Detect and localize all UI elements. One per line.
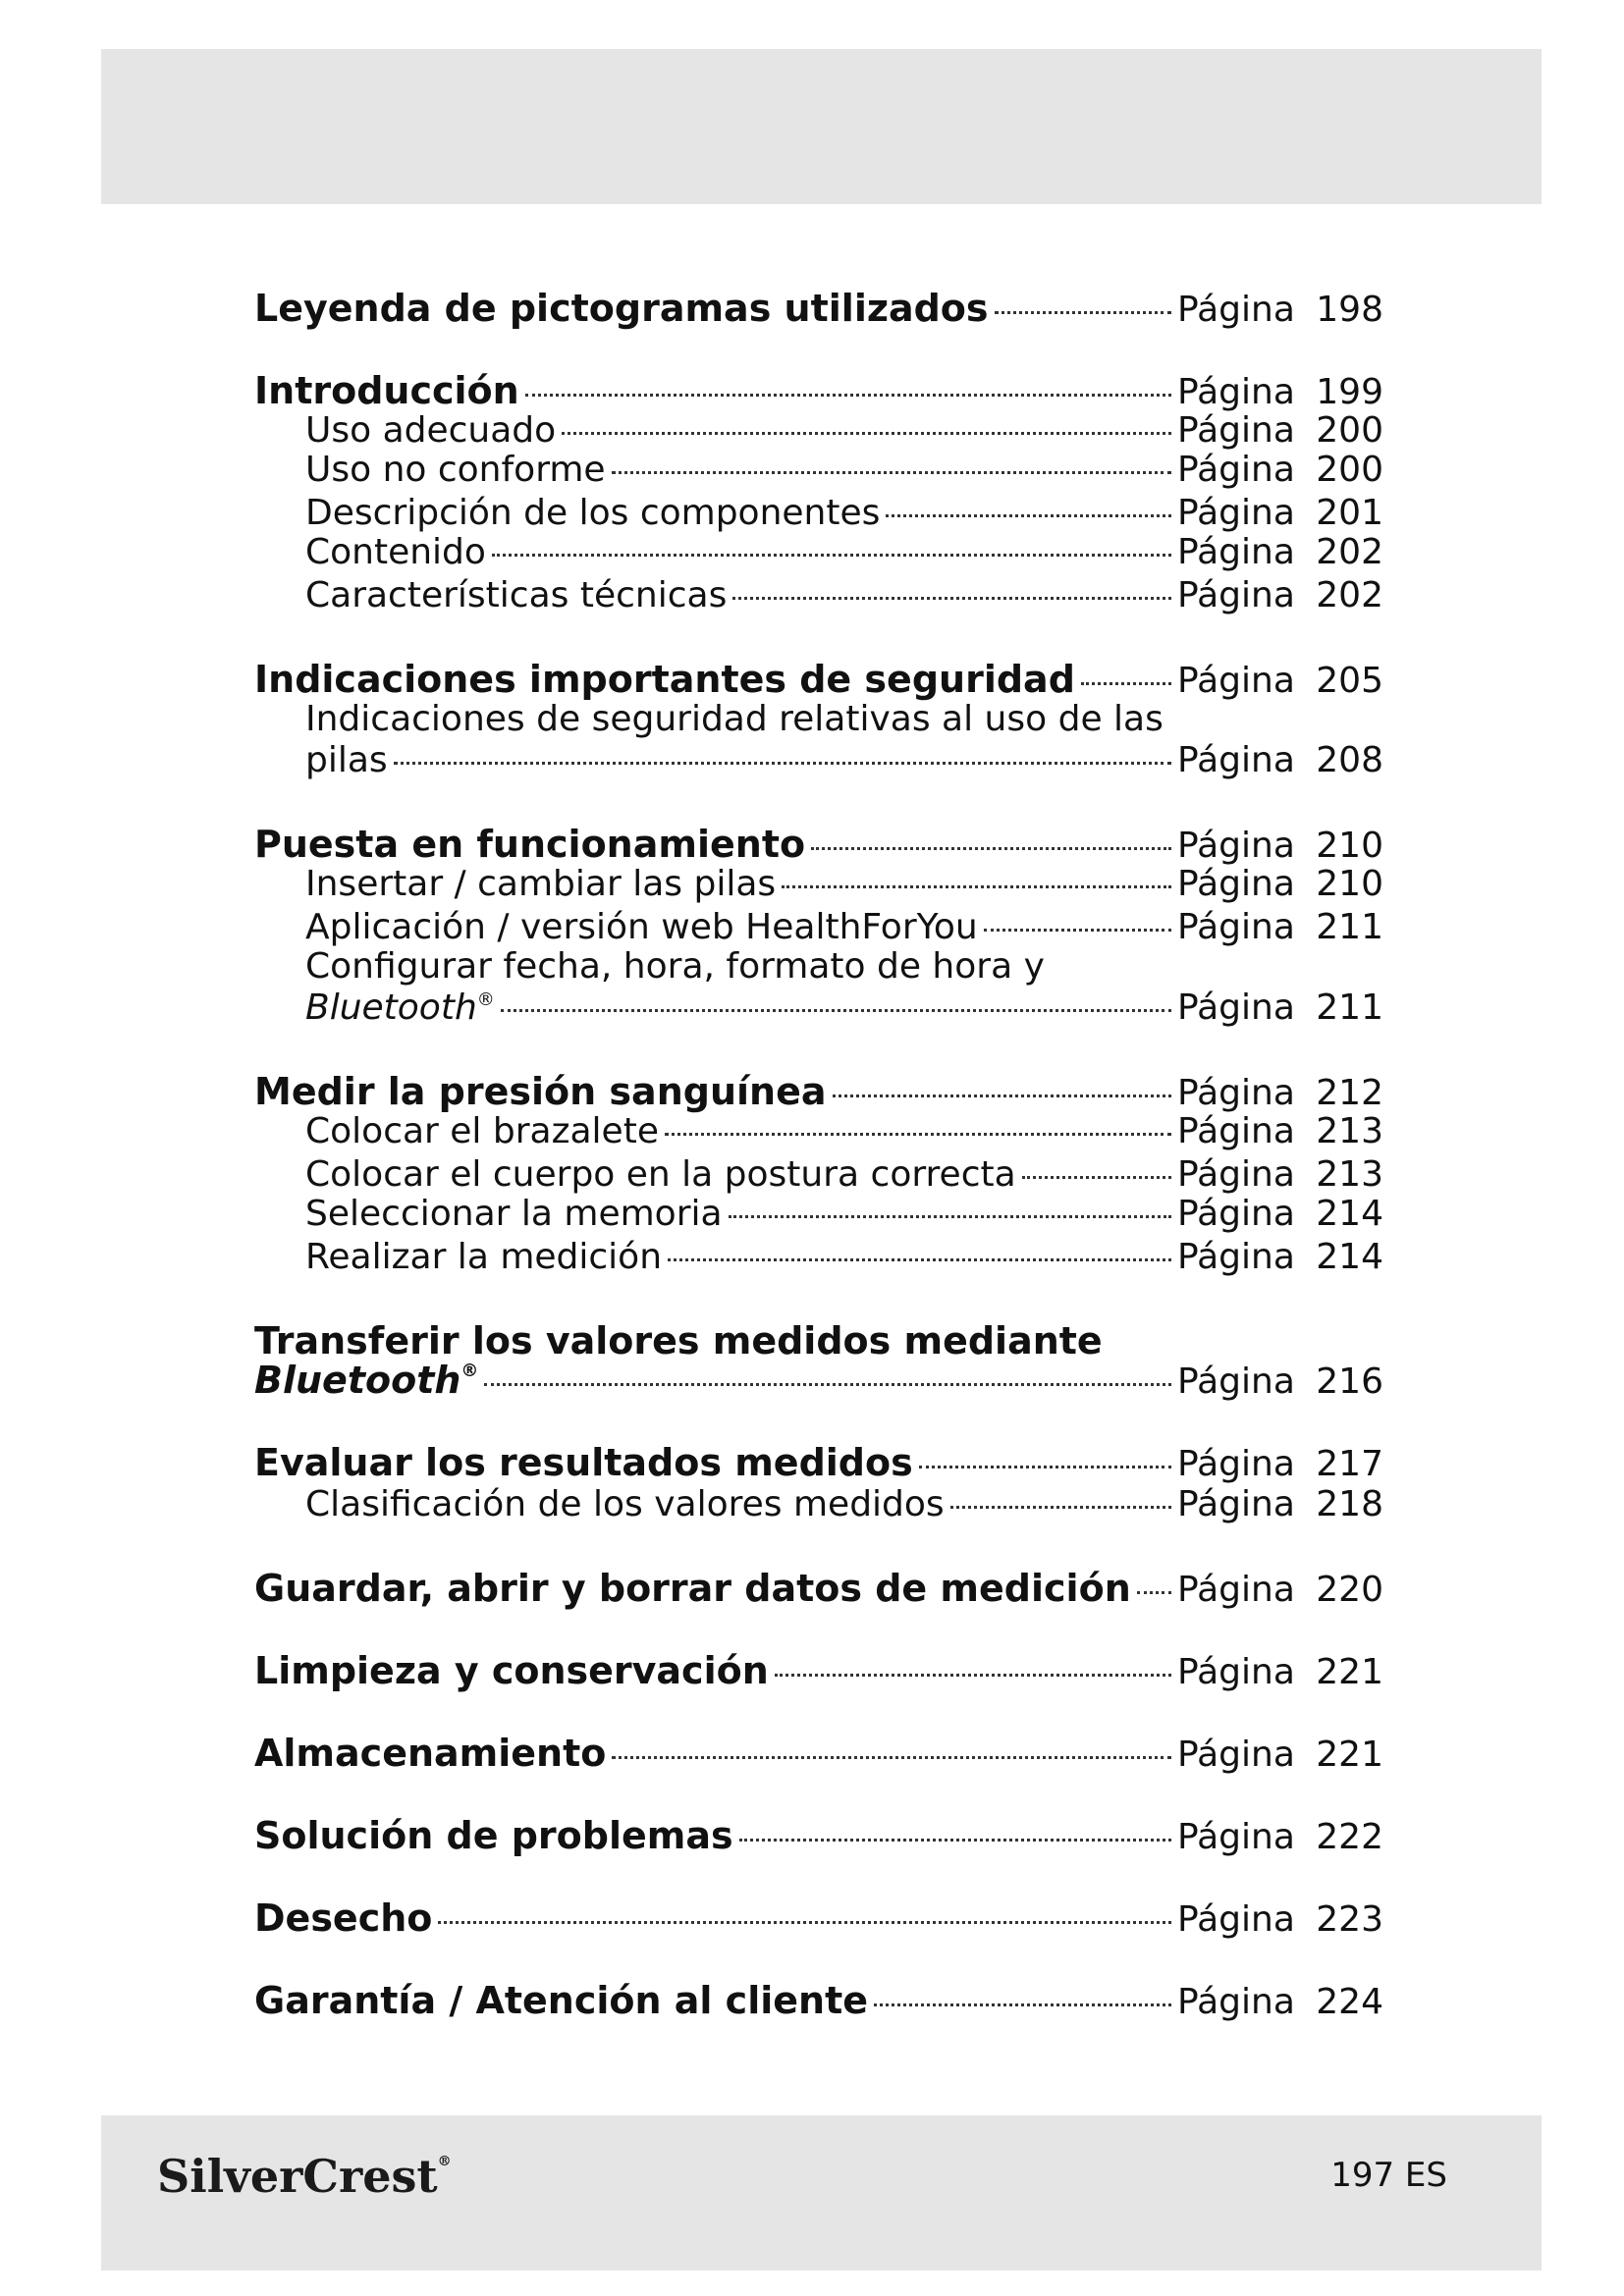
- page-label: Página: [1177, 532, 1295, 572]
- toc-entry[interactable]: [254, 1814, 1383, 1857]
- toc-page-ref: [1177, 450, 1383, 490]
- toc-leader-dots: [612, 1756, 1171, 1759]
- toc-page-number: 198: [1316, 290, 1383, 330]
- page-label: Página: [1177, 1237, 1295, 1277]
- page-label: Página: [1177, 410, 1295, 451]
- toc-page-number: 202: [1316, 532, 1383, 572]
- toc-leader-dots: [612, 471, 1171, 474]
- toc-page-ref: [1177, 1735, 1383, 1775]
- toc-leader-dots: [484, 1383, 1171, 1386]
- toc-page-ref: [1177, 1154, 1383, 1195]
- toc-page-number: 223: [1316, 1899, 1383, 1940]
- toc-entry[interactable]: [254, 1732, 1383, 1775]
- toc-subentry-title: Insertar / cambiar las pilas: [305, 864, 777, 904]
- toc-leader-dots: [665, 1133, 1171, 1136]
- toc-subentry-title: Descripción de los componentes: [305, 493, 881, 533]
- toc-page-ref: [1177, 1899, 1383, 1940]
- toc-entry-title: Limpieza y conservación: [254, 1649, 769, 1692]
- brand-name: SilverCrest: [157, 2150, 438, 2203]
- toc-leader-dots: [501, 1009, 1171, 1012]
- header-band: [101, 49, 1542, 204]
- toc-leader-dots: [739, 1839, 1171, 1842]
- toc-page-number: 213: [1316, 1111, 1383, 1151]
- toc-subentry-title: Características técnicas: [305, 575, 728, 615]
- toc-leader-dots: [886, 514, 1171, 517]
- page-label: Página: [1177, 1111, 1295, 1151]
- page-label: Página: [1177, 988, 1295, 1028]
- toc-entry[interactable]: [254, 1359, 1383, 1402]
- toc-subentry[interactable]: [254, 907, 1383, 950]
- toc-entry[interactable]: [254, 1441, 1383, 1484]
- page-label: Página: [1177, 1362, 1295, 1402]
- page-label: Página: [1177, 1073, 1295, 1113]
- toc-entry-title: Evaluar los resultados medidos: [254, 1441, 913, 1484]
- toc-subentry[interactable]: [254, 450, 1383, 493]
- toc-entry-title: Guardar, abrir y borrar datos de medición: [254, 1567, 1131, 1610]
- toc-leader-dots: [775, 1674, 1171, 1677]
- toc-entry[interactable]: [254, 1070, 1383, 1113]
- toc-page-ref: [1177, 493, 1383, 533]
- toc-entry[interactable]: [254, 823, 1383, 866]
- toc-leader-dots: [919, 1466, 1171, 1468]
- registered-mark: ®: [476, 989, 495, 1010]
- toc-page-number: 213: [1316, 1154, 1383, 1195]
- toc-page-ref: [1177, 1111, 1383, 1151]
- toc-leader-dots: [950, 1506, 1171, 1509]
- toc-subentry-title: Uso no conforme: [305, 450, 606, 490]
- toc-subentry[interactable]: [254, 532, 1383, 575]
- page-label: Página: [1177, 826, 1295, 866]
- toc-subentry[interactable]: [254, 410, 1383, 454]
- toc-entry-title: Medir la presión sanguínea: [254, 1070, 827, 1113]
- toc-entry[interactable]: [254, 1979, 1383, 2022]
- toc-page-number: 211: [1316, 988, 1383, 1028]
- page-label: Página: [1177, 372, 1295, 412]
- toc-page-ref: [1177, 532, 1383, 572]
- toc-subentry[interactable]: [254, 1154, 1383, 1198]
- toc-page-ref: [1177, 740, 1383, 780]
- toc-subentry[interactable]: [254, 575, 1383, 618]
- page-label: Página: [1177, 493, 1295, 533]
- toc-page-number: 199: [1316, 372, 1383, 412]
- toc-subentry-title: Seleccionar la memoria: [305, 1194, 723, 1234]
- registered-mark: ®: [460, 1361, 479, 1381]
- toc-leader-dots: [525, 394, 1171, 397]
- toc-page-number: 211: [1316, 907, 1383, 947]
- brand-logo: [157, 2150, 452, 2203]
- toc-leader-dots: [833, 1095, 1172, 1097]
- toc-page-ref: [1177, 410, 1383, 451]
- toc-subentry-title: Colocar el brazalete: [305, 1111, 659, 1151]
- page-number: 197 ES: [1330, 2156, 1447, 2195]
- page-label: Página: [1177, 1817, 1295, 1857]
- toc-subentry-title-line1: Indicaciones de seguridad relativas al uso de las: [305, 699, 1164, 739]
- toc-subentry[interactable]: [254, 1484, 1383, 1527]
- toc-page-number: 202: [1316, 575, 1383, 615]
- toc-page-ref: [1177, 290, 1383, 330]
- toc-subentry-title: Contenido: [305, 532, 486, 572]
- toc-entry[interactable]: [254, 658, 1383, 701]
- toc-page-ref: [1177, 1362, 1383, 1402]
- toc-page-ref: [1177, 1237, 1383, 1277]
- toc-page-ref: [1177, 988, 1383, 1028]
- toc-page-ref: [1177, 1444, 1383, 1484]
- page-label: Página: [1177, 1154, 1295, 1195]
- toc-page-number: 216: [1316, 1362, 1383, 1402]
- toc-entry-title: Solución de problemas: [254, 1814, 733, 1857]
- toc-entry-title: [254, 1359, 478, 1402]
- toc-entry-title: Leyenda de pictogramas utilizados: [254, 287, 989, 330]
- toc-entry-title: Indicaciones importantes de seguridad: [254, 658, 1075, 701]
- toc-page-number: 221: [1316, 1652, 1383, 1692]
- toc-entry[interactable]: [254, 369, 1383, 412]
- toc-page-ref: [1177, 575, 1383, 615]
- page-label: Página: [1177, 290, 1295, 330]
- toc-subentry-title: pilas: [305, 740, 388, 780]
- toc-entry-title: Puesta en funcionamiento: [254, 823, 806, 866]
- toc-page-ref: [1177, 864, 1383, 904]
- page-label: Página: [1177, 907, 1295, 947]
- page-label: Página: [1177, 1484, 1295, 1524]
- toc-entry[interactable]: [254, 287, 1383, 330]
- toc-entry[interactable]: [254, 1567, 1383, 1610]
- toc-leader-dots: [729, 1215, 1171, 1218]
- page-label: Página: [1177, 1194, 1295, 1234]
- page-label: Página: [1177, 450, 1295, 490]
- toc-leader-dots: [811, 847, 1171, 850]
- page-label: Página: [1177, 575, 1295, 615]
- toc-subentry-title: Uso adecuado: [305, 410, 557, 451]
- toc-entry-title: Desecho: [254, 1896, 433, 1940]
- toc-leader-dots: [1022, 1176, 1171, 1179]
- toc-page-number: 217: [1316, 1444, 1383, 1484]
- page-label: Página: [1177, 1570, 1295, 1610]
- page-label: Página: [1177, 1735, 1295, 1775]
- toc-leader-dots: [1081, 682, 1171, 685]
- page-label: Página: [1177, 1899, 1295, 1940]
- toc-leader-dots: [874, 2003, 1171, 2006]
- toc-subentry-title-line1: Configurar fecha, hora, formato de hora y: [305, 946, 1045, 987]
- toc-page-ref: [1177, 1570, 1383, 1610]
- page-label: Página: [1177, 1652, 1295, 1692]
- bluetooth-text: Bluetooth: [305, 988, 477, 1028]
- toc-subentry[interactable]: [254, 1111, 1383, 1154]
- toc-page-ref: [1177, 1194, 1383, 1234]
- toc-leader-dots: [438, 1921, 1171, 1924]
- toc-subentry-title: Realizar la medición: [305, 1237, 663, 1277]
- toc-entry[interactable]: [254, 1896, 1383, 1940]
- toc-page-number: 200: [1316, 450, 1383, 490]
- toc-page-number: 214: [1316, 1194, 1383, 1234]
- toc-page-ref: [1177, 1484, 1383, 1524]
- toc-leader-dots: [668, 1258, 1171, 1261]
- toc-subentry[interactable]: [254, 864, 1383, 907]
- toc-subentry[interactable]: [254, 740, 1383, 783]
- toc-page-ref: [1177, 1982, 1383, 2022]
- toc-leader-dots: [1137, 1591, 1171, 1594]
- page-label: Página: [1177, 864, 1295, 904]
- toc-leader-dots: [492, 554, 1171, 557]
- brand-registered-mark: ®: [437, 2154, 452, 2169]
- toc-subentry[interactable]: [254, 988, 1383, 1031]
- page-label: Página: [1177, 661, 1295, 701]
- toc-subentry-title: Clasificación de los valores medidos: [305, 1484, 945, 1524]
- toc-page-number: 212: [1316, 1073, 1383, 1113]
- toc-subentry-title: Aplicación / versión web HealthForYou: [305, 907, 978, 947]
- toc-page-number: 208: [1316, 740, 1383, 780]
- page-label: Página: [1177, 740, 1295, 780]
- toc-page-number: 218: [1316, 1484, 1383, 1524]
- toc-page-number: 220: [1316, 1570, 1383, 1610]
- toc-page-number: 205: [1316, 661, 1383, 701]
- page-label: Página: [1177, 1982, 1295, 2022]
- toc-entry-title: Introducción: [254, 369, 519, 412]
- toc-leader-dots: [984, 929, 1171, 932]
- toc-page-ref: [1177, 1817, 1383, 1857]
- toc-page-number: 221: [1316, 1735, 1383, 1775]
- toc-leader-dots: [995, 311, 1171, 314]
- toc-page-number: 201: [1316, 493, 1383, 533]
- toc-page-number: 210: [1316, 826, 1383, 866]
- toc-subentry-title: [254, 988, 495, 1028]
- toc-leader-dots: [562, 432, 1171, 435]
- toc-page-number: 222: [1316, 1817, 1383, 1857]
- toc-page-ref: [1177, 826, 1383, 866]
- toc-entry-title: Almacenamiento: [254, 1732, 607, 1775]
- toc-page-number: 224: [1316, 1982, 1383, 2022]
- toc-leader-dots: [732, 597, 1171, 600]
- page-label: Página: [1177, 1444, 1295, 1484]
- toc-page-number: 200: [1316, 410, 1383, 451]
- toc-page-number: 214: [1316, 1237, 1383, 1277]
- toc-entry[interactable]: [254, 1649, 1383, 1692]
- toc-leader-dots: [782, 885, 1171, 888]
- toc-page-number: 210: [1316, 864, 1383, 904]
- toc-subentry[interactable]: [254, 1237, 1383, 1280]
- toc-entry-title-line1: Transferir los valores medidos mediante: [254, 1319, 1103, 1362]
- toc-subentry[interactable]: [254, 493, 1383, 536]
- toc-page-ref: [1177, 1652, 1383, 1692]
- bluetooth-text: Bluetooth: [254, 1359, 461, 1402]
- toc-page-ref: [1177, 661, 1383, 701]
- toc-subentry[interactable]: [254, 1194, 1383, 1237]
- toc-subentry-title: Colocar el cuerpo en la postura correcta: [305, 1154, 1016, 1195]
- toc-leader-dots: [394, 762, 1171, 765]
- toc-page-ref: [1177, 907, 1383, 947]
- toc-page-ref: [1177, 1073, 1383, 1113]
- toc-page-ref: [1177, 372, 1383, 412]
- toc-entry-title: Garantía / Atención al cliente: [254, 1979, 869, 2022]
